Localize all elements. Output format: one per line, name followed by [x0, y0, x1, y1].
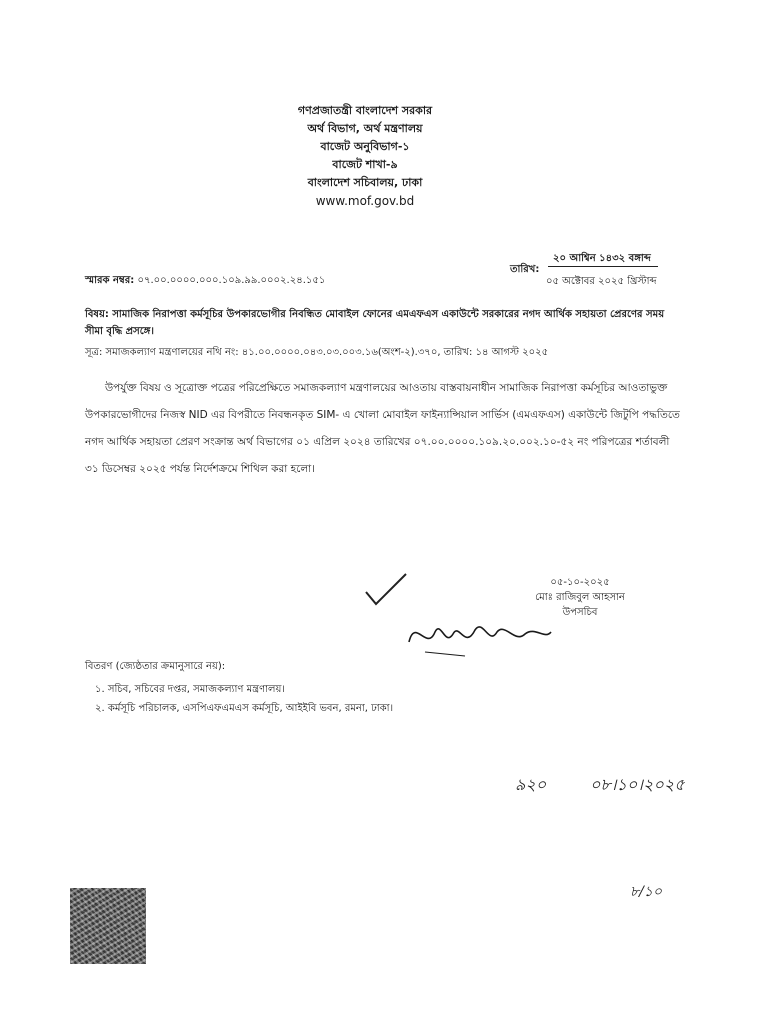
date-divider: [548, 266, 658, 267]
distribution-list: [85, 657, 393, 718]
subject: [85, 306, 685, 340]
memo-label: স্মারক নম্বর:: [85, 275, 135, 286]
qr-code-icon: [70, 888, 146, 964]
reference-label: সূত্র:: [85, 347, 103, 358]
date-bangla: ২০ আশ্বিন ১৪৩২ বঙ্গাব্দ: [553, 253, 651, 264]
letterhead: [200, 102, 530, 210]
check-mark-icon: [362, 570, 410, 610]
signatory-designation: উপসচিব: [562, 607, 598, 618]
subject-label: বিষয়:: [85, 309, 109, 320]
subject-text: সামাজিক নিরাপত্তা কর্মসূচির উপকারভোগীর নিবন্ধিত মোবাইল ফোনের এমএফএস একাউন্টে সরকারের নগদ আর্থিক সহায়তা প্রেরণের সময় সীমা বৃদ্ধি প্রসঙ্গে।: [85, 309, 665, 337]
signature-date: ০৫-১০-২০২৫: [550, 577, 610, 588]
distribution-label: বিতরণ (জ্যেষ্ঠতার ক্রমানুসারে নয়):: [85, 661, 226, 672]
header-wing: বাজেট অনুবিভাগ-১: [320, 140, 410, 153]
reference: [85, 345, 685, 362]
header-division: অর্থ বিভাগ, অর্থ মন্ত্রণালয়: [307, 122, 423, 135]
header-website: www.mof.gov.bd: [315, 194, 415, 208]
memo-number: ০৭.০০.০০০০.০০০.১০৯.৯৯.০০০২.২৪.১৫১: [137, 275, 326, 286]
signatory-name: মোঃ রাজিবুল আহসান: [535, 592, 625, 603]
distribution-item: ১. সচিব, সচিবের দপ্তর, সমাজকল্যাণ মন্ত্রণালয়।: [95, 684, 285, 695]
header-branch: বাজেট শাখা-৯: [332, 158, 398, 171]
reference-text: সমাজকল্যাণ মন্ত্রণালয়ের নথি নং: ৪১.০০.০০০০.০৪৩.০৩.০০৩.১৬(অংশ-২).৩৭০, তারিখ: ১৪ আগস্ট ২০২৫: [105, 347, 549, 358]
memo-line: [85, 273, 325, 290]
distribution-item: ২. কর্মসূচি পরিচালক, এসপিএফএমএস কর্মসূচি, আইইবি ভবন, রমনা, ঢাকা।: [95, 703, 394, 714]
handwritten-number: ৯২০: [515, 775, 547, 794]
body-paragraph: উপর্যুক্ত বিষয় ও সূত্রোক্ত পত্রের পরিপ্রেক্ষিতে সমাজকল্যাণ মন্ত্রণালয়ের আওতায় বাস্তবায়নাধীন সামাজিক নিরাপত্তা কর্মসূচির আওতাভুক্ত উপকারভোগীদের নিজস্ব NID এর বিপরীতে নিবন্ধনকৃত SIM- এ খোলা মোবাইল ফাইন্যান্সিয়াল সার্ভিস (এমএফএস) একাউন্টে জিটুপি পদ্ধতিতে নগদ আর্থিক সহায়তা প্রেরণ সংক্রান্ত অর্থ বিভাগের ০১ এপ্রিল ২০২৪ তারিখের ০৭.০০.০০০০.১০৯.২০.০০২.১০-৫২ নং পরিপত্রের শর্তাবলী ৩১ ডিসেম্বর ২০২৫ পর্যন্ত নির্দেশক্রমে শিথিল করা হলো।: [85, 382, 680, 475]
date-english: ০৫ অক্টোবর ২০২৫ খ্রিস্টাব্দ: [546, 276, 657, 287]
date-label: তারিখ:: [510, 264, 540, 275]
handwritten-initials: ৮/১০: [630, 884, 662, 900]
handwritten-signature: [405, 612, 555, 662]
handwritten-date: ০৮।১০।২০২৫: [590, 775, 685, 794]
header-government: গণপ্রজাতন্ত্রী বাংলাদেশ সরকার: [297, 104, 433, 117]
header-address: বাংলাদেশ সচিবালয়, ঢাকা: [307, 176, 423, 189]
